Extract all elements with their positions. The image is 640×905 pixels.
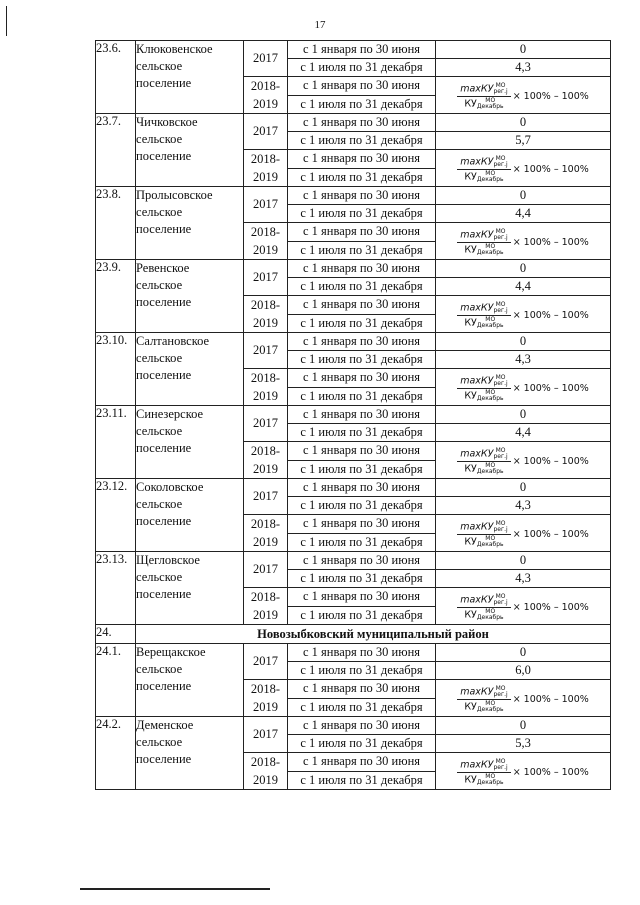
formula-denominator: КУ МО Декабрь: [464, 169, 504, 183]
value-first-half: 0: [436, 114, 611, 132]
value-second-half: 5,3: [436, 735, 611, 753]
formula-tail: × 100% – 100%: [512, 528, 589, 540]
year-2017: 2017: [244, 406, 288, 442]
formula-cell: [436, 588, 611, 625]
formula-tail: × 100% – 100%: [512, 163, 589, 175]
footnote-rule: [80, 888, 270, 890]
year-2017: 2017: [244, 717, 288, 753]
formula-tail: × 100% – 100%: [512, 236, 589, 248]
row-number: 23.8.: [96, 187, 136, 260]
value-second-half: 4,4: [436, 278, 611, 296]
period-second-half: с 1 июля по 31 декабря: [288, 168, 436, 187]
formula-fraction: [457, 156, 510, 183]
formula-denominator: КУ МО Декабрь: [464, 699, 504, 713]
row-number: 23.13.: [96, 552, 136, 625]
year-2017: 2017: [244, 552, 288, 588]
table-row: [96, 552, 611, 570]
year-2018-2019: 2018- 2019: [244, 77, 288, 114]
period-second-half: с 1 июля по 31 декабря: [288, 278, 436, 296]
period-first-half: с 1 января по 30 июня: [288, 442, 436, 461]
period-first-half: с 1 января по 30 июня: [288, 150, 436, 169]
formula-denominator: КУ МО Декабрь: [464, 315, 504, 329]
value-first-half: 0: [436, 333, 611, 351]
value-first-half: 0: [436, 552, 611, 570]
period-second-half: с 1 июля по 31 декабря: [288, 314, 436, 333]
period-second-half: с 1 июля по 31 декабря: [288, 533, 436, 552]
formula-numerator: maxКУ МО рег.j: [457, 83, 510, 97]
formula-fraction: [457, 302, 510, 329]
period-first-half: с 1 января по 30 июня: [288, 260, 436, 278]
formula-denominator: КУ МО Декабрь: [464, 388, 504, 402]
row-number: 23.7.: [96, 114, 136, 187]
formula-cell: [436, 369, 611, 406]
formula: [457, 156, 589, 183]
value-second-half: 4,3: [436, 570, 611, 588]
row-number: 23.12.: [96, 479, 136, 552]
tariff-table: [95, 40, 611, 790]
formula-fraction: [457, 229, 510, 256]
value-first-half: 0: [436, 41, 611, 59]
formula-fraction: [457, 521, 510, 548]
formula-tail: × 100% – 100%: [512, 455, 589, 467]
period-second-half: с 1 июля по 31 декабря: [288, 205, 436, 223]
year-2017: 2017: [244, 333, 288, 369]
settlement-name: Щегловское сельское поселение: [136, 552, 244, 625]
section-header-row: [96, 625, 611, 644]
table-row: [96, 41, 611, 59]
year-2017: 2017: [244, 187, 288, 223]
period-first-half: с 1 января по 30 июня: [288, 588, 436, 607]
formula-cell: [436, 515, 611, 552]
formula-numerator: maxКУ МО рег.j: [457, 375, 510, 389]
formula-denominator: КУ МО Декабрь: [464, 772, 504, 786]
period-first-half: с 1 января по 30 июня: [288, 333, 436, 351]
year-2018-2019: 2018- 2019: [244, 296, 288, 333]
settlement-name: Салтановское сельское поселение: [136, 333, 244, 406]
year-2017: 2017: [244, 644, 288, 680]
value-second-half: 4,3: [436, 59, 611, 77]
row-number: 23.10.: [96, 333, 136, 406]
period-first-half: с 1 января по 30 июня: [288, 369, 436, 388]
formula-denominator: КУ МО Декабрь: [464, 242, 504, 256]
period-first-half: с 1 января по 30 июня: [288, 114, 436, 132]
value-first-half: 0: [436, 406, 611, 424]
row-number: 23.9.: [96, 260, 136, 333]
year-2017: 2017: [244, 114, 288, 150]
year-2018-2019: 2018- 2019: [244, 515, 288, 552]
value-first-half: 0: [436, 644, 611, 662]
settlement-name: Пролысовское сельское поселение: [136, 187, 244, 260]
period-second-half: с 1 июля по 31 декабря: [288, 241, 436, 260]
period-second-half: с 1 июля по 31 декабря: [288, 59, 436, 77]
formula-numerator: maxКУ МО рег.j: [457, 686, 510, 700]
table-row: [96, 260, 611, 278]
period-second-half: с 1 июля по 31 декабря: [288, 460, 436, 479]
formula-fraction: [457, 83, 510, 110]
year-2017: 2017: [244, 41, 288, 77]
table-row: [96, 187, 611, 205]
value-second-half: 4,4: [436, 205, 611, 223]
period-second-half: с 1 июля по 31 декабря: [288, 662, 436, 680]
year-2017: 2017: [244, 479, 288, 515]
settlement-name: Деменское сельское поселение: [136, 717, 244, 790]
formula: [457, 83, 589, 110]
year-2018-2019: 2018- 2019: [244, 753, 288, 790]
formula-fraction: [457, 594, 510, 621]
period-second-half: с 1 июля по 31 декабря: [288, 735, 436, 753]
formula: [457, 594, 589, 621]
year-2018-2019: 2018- 2019: [244, 588, 288, 625]
row-number: 24.2.: [96, 717, 136, 790]
section-number: 24.: [96, 625, 136, 644]
formula-numerator: maxКУ МО рег.j: [457, 521, 510, 535]
value-second-half: 5,7: [436, 132, 611, 150]
period-second-half: с 1 июля по 31 декабря: [288, 95, 436, 114]
formula: [457, 521, 589, 548]
period-first-half: с 1 января по 30 июня: [288, 717, 436, 735]
formula-numerator: maxКУ МО рег.j: [457, 594, 510, 608]
formula-tail: × 100% – 100%: [512, 766, 589, 778]
formula-cell: [436, 753, 611, 790]
formula-fraction: [457, 375, 510, 402]
formula-cell: [436, 442, 611, 479]
tariff-table-body: [96, 41, 611, 790]
formula-fraction: [457, 448, 510, 475]
row-number: 23.11.: [96, 406, 136, 479]
value-first-half: 0: [436, 187, 611, 205]
value-first-half: 0: [436, 479, 611, 497]
formula-cell: [436, 680, 611, 717]
formula-numerator: maxКУ МО рег.j: [457, 229, 510, 243]
formula-tail: × 100% – 100%: [512, 90, 589, 102]
period-second-half: с 1 июля по 31 декабря: [288, 351, 436, 369]
value-first-half: 0: [436, 260, 611, 278]
value-second-half: 4,3: [436, 497, 611, 515]
period-second-half: с 1 июля по 31 декабря: [288, 570, 436, 588]
formula: [457, 302, 589, 329]
period-second-half: с 1 июля по 31 декабря: [288, 387, 436, 406]
period-first-half: с 1 января по 30 июня: [288, 187, 436, 205]
settlement-name: Чичковское сельское поселение: [136, 114, 244, 187]
period-first-half: с 1 января по 30 июня: [288, 552, 436, 570]
year-2018-2019: 2018- 2019: [244, 223, 288, 260]
year-2018-2019: 2018- 2019: [244, 442, 288, 479]
period-second-half: с 1 июля по 31 декабря: [288, 424, 436, 442]
formula-numerator: maxКУ МО рег.j: [457, 156, 510, 170]
formula: [457, 759, 589, 786]
year-2017: 2017: [244, 260, 288, 296]
period-first-half: с 1 января по 30 июня: [288, 406, 436, 424]
period-second-half: с 1 июля по 31 декабря: [288, 606, 436, 625]
formula: [457, 375, 589, 402]
section-title: Новозыбковский муниципальный район: [136, 625, 611, 644]
formula-tail: × 100% – 100%: [512, 693, 589, 705]
table-row: [96, 479, 611, 497]
period-second-half: с 1 июля по 31 декабря: [288, 497, 436, 515]
period-second-half: с 1 июля по 31 декабря: [288, 132, 436, 150]
formula-fraction: [457, 686, 510, 713]
table-row: [96, 333, 611, 351]
period-first-half: с 1 января по 30 июня: [288, 296, 436, 315]
period-first-half: с 1 января по 30 июня: [288, 644, 436, 662]
settlement-name: Синезерское сельское поселение: [136, 406, 244, 479]
period-first-half: с 1 января по 30 июня: [288, 41, 436, 59]
formula-tail: × 100% – 100%: [512, 309, 589, 321]
formula-numerator: maxКУ МО рег.j: [457, 302, 510, 316]
table-row: [96, 114, 611, 132]
formula-denominator: КУ МО Декабрь: [464, 534, 504, 548]
formula-tail: × 100% – 100%: [512, 382, 589, 394]
row-number: 24.1.: [96, 644, 136, 717]
formula: [457, 686, 589, 713]
formula-cell: [436, 296, 611, 333]
period-first-half: с 1 января по 30 июня: [288, 479, 436, 497]
period-first-half: с 1 января по 30 июня: [288, 753, 436, 772]
period-second-half: с 1 июля по 31 декабря: [288, 771, 436, 790]
formula-tail: × 100% – 100%: [512, 601, 589, 613]
formula-denominator: КУ МО Декабрь: [464, 461, 504, 475]
period-first-half: с 1 января по 30 июня: [288, 77, 436, 96]
year-2018-2019: 2018- 2019: [244, 150, 288, 187]
page-number: 17: [314, 19, 326, 31]
value-second-half: 6,0: [436, 662, 611, 680]
settlement-name: Ревенское сельское поселение: [136, 260, 244, 333]
settlement-name: Клюковенское сельское поселение: [136, 41, 244, 114]
year-2018-2019: 2018- 2019: [244, 680, 288, 717]
period-first-half: с 1 января по 30 июня: [288, 223, 436, 242]
period-second-half: с 1 июля по 31 декабря: [288, 698, 436, 717]
settlement-name: Верещакское сельское поселение: [136, 644, 244, 717]
table-row: [96, 406, 611, 424]
formula-numerator: maxКУ МО рег.j: [457, 759, 510, 773]
formula: [457, 229, 589, 256]
formula-denominator: КУ МО Декабрь: [464, 607, 504, 621]
value-first-half: 0: [436, 717, 611, 735]
year-2018-2019: 2018- 2019: [244, 369, 288, 406]
period-first-half: с 1 января по 30 июня: [288, 515, 436, 534]
formula-cell: [436, 150, 611, 187]
formula-numerator: maxКУ МО рег.j: [457, 448, 510, 462]
formula-cell: [436, 77, 611, 114]
formula-denominator: КУ МО Декабрь: [464, 96, 504, 110]
settlement-name: Соколовское сельское поселение: [136, 479, 244, 552]
formula: [457, 448, 589, 475]
value-second-half: 4,4: [436, 424, 611, 442]
formula-fraction: [457, 759, 510, 786]
period-first-half: с 1 января по 30 июня: [288, 680, 436, 699]
row-number: 23.6.: [96, 41, 136, 114]
table-row: [96, 717, 611, 735]
table-row: [96, 644, 611, 662]
formula-cell: [436, 223, 611, 260]
value-second-half: 4,3: [436, 351, 611, 369]
